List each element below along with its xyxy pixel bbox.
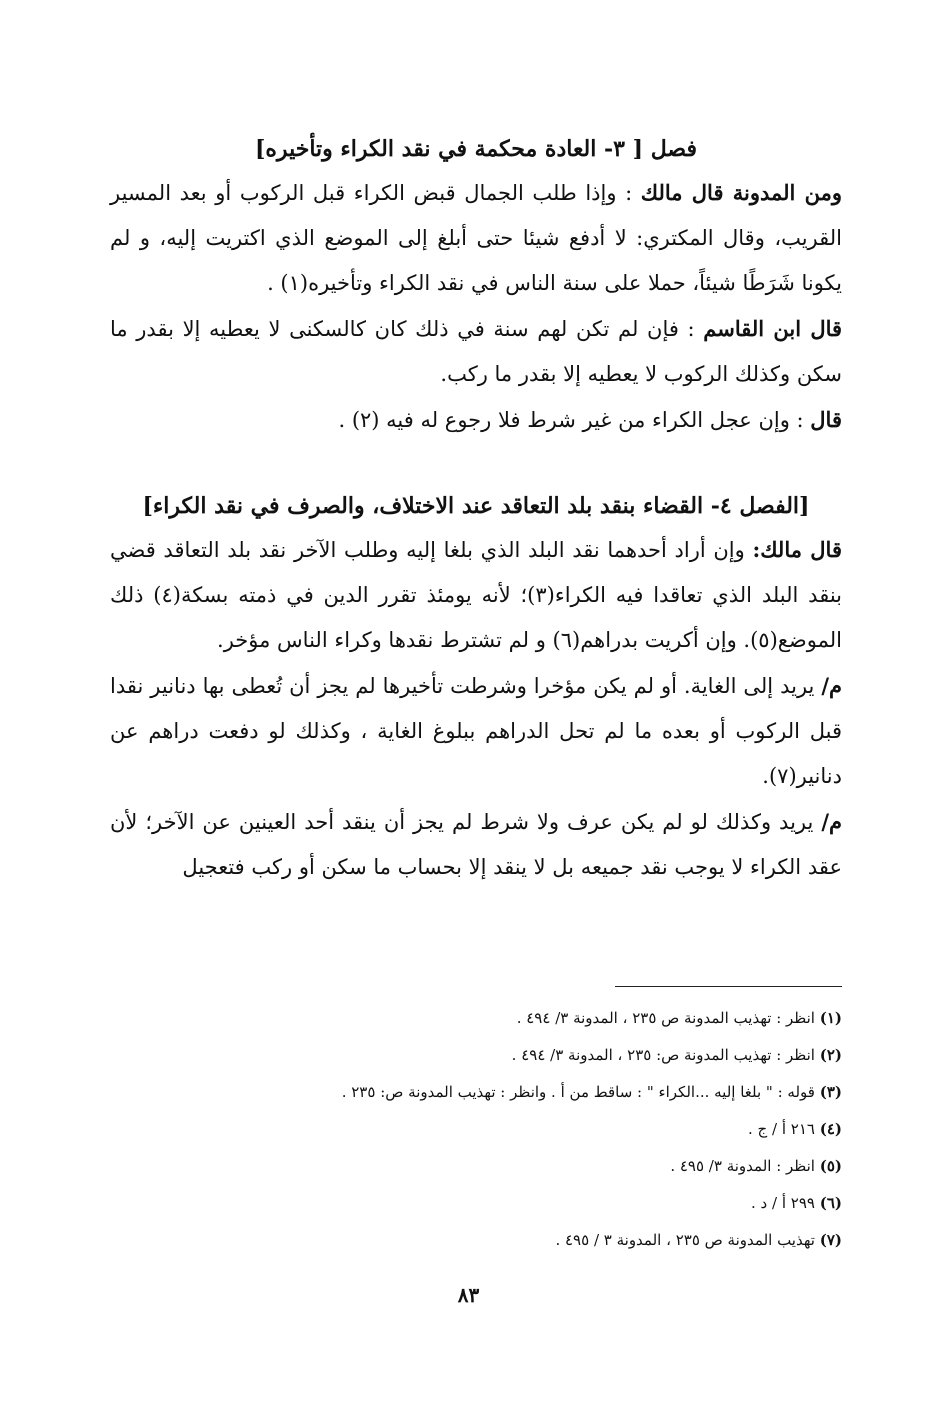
footnote-number: (٦) — [819, 1194, 842, 1212]
paragraph-lead: ومن المدونة قال مالك — [640, 180, 842, 205]
footnote-number: (٤) — [819, 1120, 842, 1138]
footnote-text: ٢٩٩ أ / د . — [751, 1194, 820, 1212]
footnote-text: تهذيب المدونة ص ٢٣٥ ، المدونة ٣ / ٤٩٥ . — [555, 1231, 820, 1249]
footnote-text: انظر : تهذيب المدونة ص: ٢٣٥ ، المدونة ٣/ ٤٩٤ . — [511, 1046, 820, 1064]
paragraph — [110, 306, 842, 397]
footnote — [110, 1000, 842, 1037]
footnote-number: (٢) — [819, 1046, 842, 1064]
paragraph-text: يريد إلى الغاية. أو لم يكن مؤخرا وشرطت تأخيرها لم يجز أن تُعطى بها دنانير نقدا قبل الركوب أو بعده ما لم تحل الدراهم ببلوغ الغاية ، وكذلك لو دفعت دراهم عن دنانير(٧). — [110, 674, 842, 788]
paragraph — [110, 397, 842, 443]
paragraph-lead: م/ — [821, 673, 842, 698]
footnote-number: (٥) — [819, 1157, 842, 1175]
footnote — [110, 1074, 842, 1111]
paragraph-text: يريد وكذلك لو لم يكن عرف ولا شرط لم يجز أن ينقد أحد العينين عن الآخر؛ لأن عقد الكراء لا يوجب نقد جميعه بل لا ينقد إلا بحساب ما سكن أو ركب فتعجيل — [110, 810, 842, 879]
paragraph-text: : وإن عجل الكراء من غير شرط فلا رجوع له فيه (٢) . — [338, 408, 811, 432]
footnote-text: ٢١٦ أ / ج . — [748, 1120, 820, 1138]
paragraph-text: : وإذا طلب الجمال قبض الكراء قبل الركوب أو بعد المسير القريب، وقال المكتري: لا أدفع شيئا حتى أبلغ إلى الموضع الذي اكتريت إليه، و لم يكونا شَرَطًا شيئاً، حملا على سنة الناس في نقد الكراء وتأخيره(١) . — [110, 181, 842, 295]
paragraph — [110, 170, 842, 306]
paragraph-lead: قال — [810, 407, 842, 432]
paragraph-text: وإن أراد أحدهما نقد البلد الذي بلغا إليه وطلب الآخر نقد بلد التعاقد قضي بنقد البلد الذي تعاقدا فيه الكراء(٣)؛ لأنه يومئذ تقرر الدين في ذمته بسكة(٤) ذلك الموضع(٥). وإن أكريت بدراهم(٦) و لم تشترط نقدها وكراء الناس مؤخر. — [110, 538, 843, 652]
section-heading-3: فصل [ ٣- العادة محكمة في نقد الكراء وتأخيره] — [255, 136, 697, 162]
paragraph-lead: م/ — [821, 809, 842, 834]
paragraph-text: : فإن لم تكن لهم سنة في ذلك كان كالسكنى لا يعطيه إلا بقدر ما سكن وكذلك الركوب لا يعطيه إلا بقدر ما ركب. — [110, 317, 842, 386]
paragraph-lead: قال مالك: — [752, 537, 842, 562]
footnote — [110, 1111, 842, 1148]
footnote — [110, 1222, 842, 1259]
footnote — [110, 1185, 842, 1222]
paragraph-lead: قال ابن القاسم — [703, 316, 843, 341]
footnote-text: قوله : " بلغا إليه ...الكراء " : ساقط من أ . وانظر : تهذيب المدونة ص: ٢٣٥ . — [341, 1083, 820, 1101]
page-number: ٨٣ — [457, 1283, 480, 1307]
paragraph — [110, 799, 842, 890]
footnote-number: (١) — [819, 1009, 842, 1027]
footnote-number: (٧) — [819, 1231, 842, 1249]
paragraph — [110, 527, 842, 663]
footnote-text: انظر : المدونة ٣/ ٤٩٥ . — [670, 1157, 820, 1175]
footnote — [110, 1037, 842, 1074]
section-heading-4: [الفصل ٤- القضاء بنقد بلد التعاقد عند الاختلاف، والصرف في نقد الكراء] — [142, 493, 810, 519]
paragraph — [110, 663, 842, 799]
footnote-number: (٣) — [819, 1083, 842, 1101]
footnote-text: انظر : تهذيب المدونة ص ٢٣٥ ، المدونة ٣/ ٤٩٤ . — [516, 1009, 820, 1027]
footnote-divider — [615, 986, 842, 987]
footnote — [110, 1148, 842, 1185]
section-spacer — [110, 443, 842, 485]
main-text — [110, 128, 842, 890]
footnotes-list — [110, 1000, 842, 1259]
